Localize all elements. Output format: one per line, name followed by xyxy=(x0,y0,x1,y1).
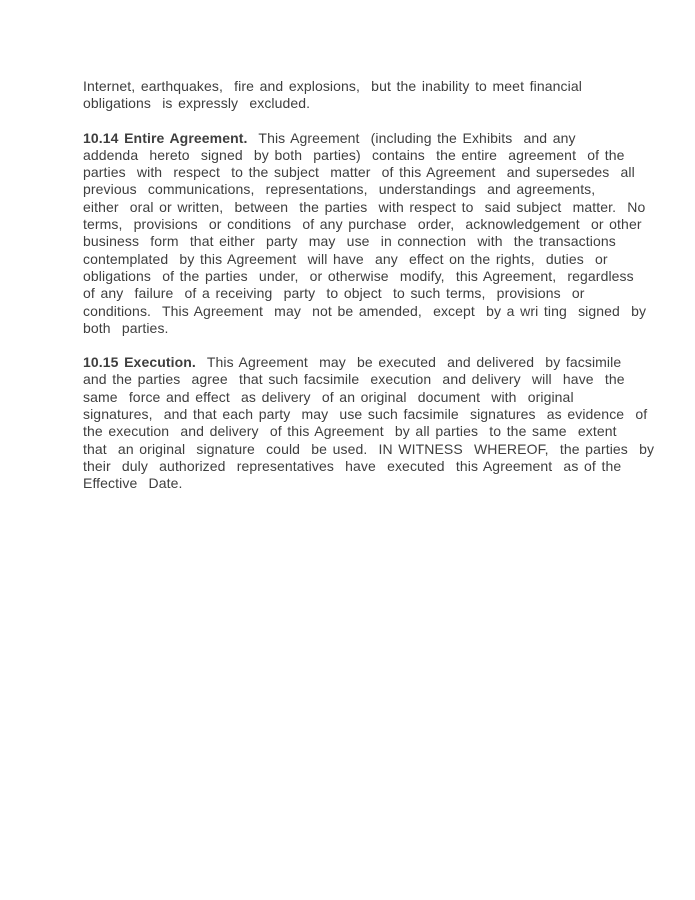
text-line: their duly authorized representatives have executed this Agreement as of the xyxy=(83,457,622,474)
text-line: Internet, earthquakes, fire and explosions, but the inability to meet financial xyxy=(83,78,582,94)
text-line: addenda hereto signed by both parties) contains the entire agreement of the xyxy=(83,146,625,163)
text-line: terms, provisions or conditions of any purchase order, acknowledgement or other xyxy=(83,216,642,233)
text-line xyxy=(83,354,628,371)
text-line: both parties. xyxy=(83,319,169,336)
paragraph-10-15-execution xyxy=(83,354,655,492)
text-run: This Agreement may be executed and delivered by facsimile xyxy=(195,354,622,371)
text-line: parties with respect to the subject matter of this Agreement and supersedes all xyxy=(83,164,635,181)
text-line: business form that either party may use in connection with the transactions xyxy=(83,233,616,250)
text-line: conditions. This Agreement may not be amended, except by a wri ting signed by xyxy=(83,302,647,319)
paragraph-10-14-entire-agreement xyxy=(83,129,647,338)
text-line: contemplated by this Agreement will have any effect on the rights, duties or xyxy=(83,250,608,267)
text-line: obligations of the parties under, or otherwise modify, this Agreement, regardless xyxy=(83,267,634,284)
section-heading-10-14: 10.14 Entire Agreement. xyxy=(83,129,248,146)
text-line: the execution and delivery of this Agreement by all parties to the same extent xyxy=(83,423,617,440)
text-line: either oral or written, between the parties with respect to said subject matter. No xyxy=(83,198,646,215)
text-line: obligations is expressly excluded. xyxy=(83,95,311,112)
text-line xyxy=(83,130,628,147)
document-text xyxy=(83,78,655,510)
text-line: same force and effect as delivery of an original document with original xyxy=(83,388,574,405)
text-line: and the parties agree that such facsimile execution and delivery will have the xyxy=(83,371,625,388)
text-run: This Agreement (including the Exhibits and any xyxy=(247,129,576,146)
section-heading-10-15: 10.15 Execution. xyxy=(83,354,196,371)
text-line: previous communications, representations, understandings and agreements, xyxy=(83,181,596,198)
paragraph-force-majeure-continuation xyxy=(83,78,628,113)
text-line: signatures, and that each party may use such facsimile signatures as evidence of xyxy=(83,406,648,423)
text-line: Effective Date. xyxy=(83,475,183,492)
text-line: of any failure of a receiving party to object to such terms, provisions or xyxy=(83,285,585,302)
text-line: that an original signature could be used. IN WITNESS WHEREOF, the parties by xyxy=(83,440,655,457)
